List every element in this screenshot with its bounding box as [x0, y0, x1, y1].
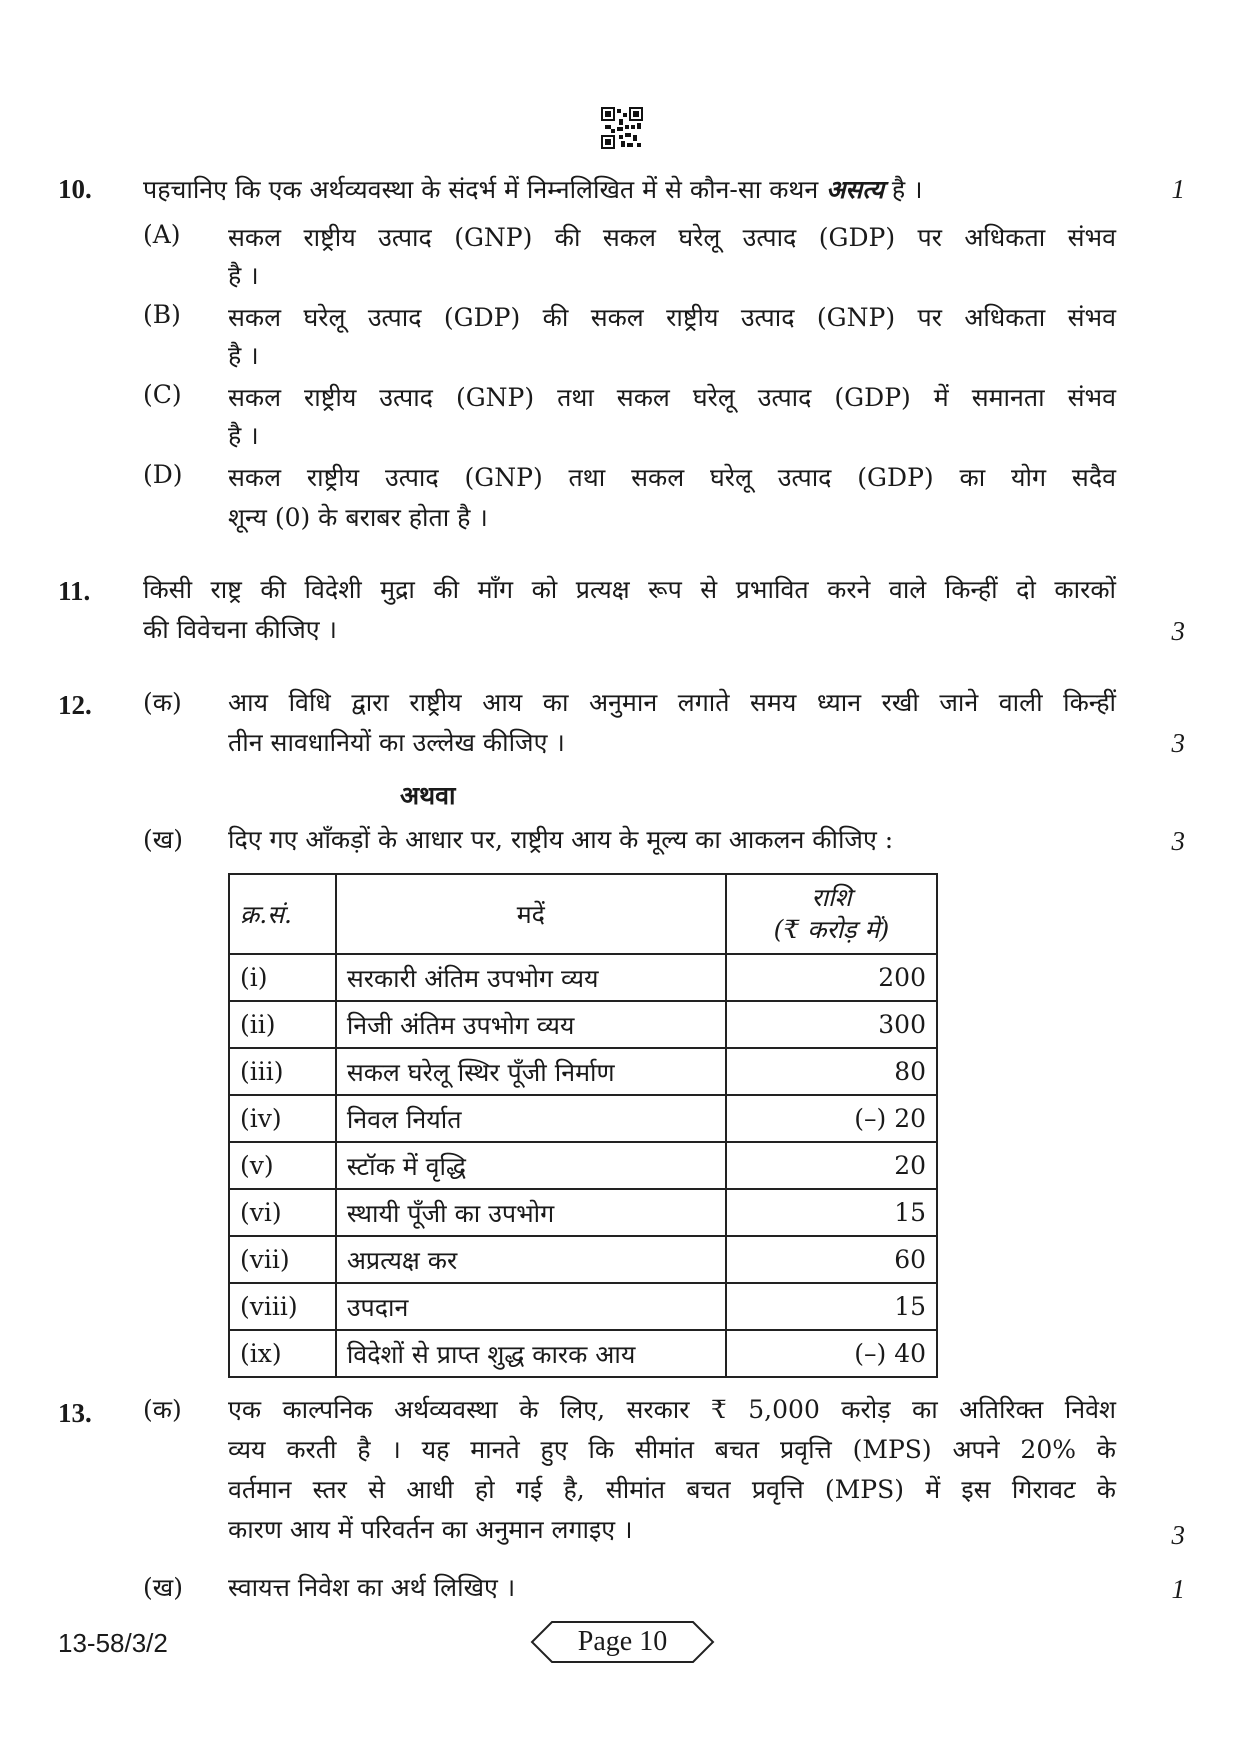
question-number-13: 13.	[58, 1398, 92, 1428]
table-row	[229, 1330, 937, 1377]
question-13a-label: (क)	[143, 1395, 182, 1424]
table-row	[229, 954, 937, 1001]
row-item: विदेशों से प्राप्त शुद्ध कारक आय	[336, 1330, 726, 1377]
question-12b-label: (ख)	[143, 825, 183, 854]
row-item: सकल घरेलू स्थिर पूँजी निर्माण	[336, 1048, 726, 1095]
question-12b-text: दिए गए आँकड़ों के आधार पर, राष्ट्रीय आय के मूल्य का आकलन कीजिए :	[228, 825, 894, 854]
row-sn: (iv)	[229, 1095, 336, 1142]
option-a-text-cont: है ।	[228, 261, 259, 290]
row-amount: 15	[726, 1283, 937, 1330]
row-sn: (iii)	[229, 1048, 336, 1095]
qr-code-icon	[601, 106, 643, 150]
question-13a-line-4: कारण आय में परिवर्तन का अनुमान लगाइए ।	[228, 1515, 633, 1544]
option-d-label: (D)	[143, 460, 183, 489]
option-d-text: सकल राष्ट्रीय उत्पाद (GNP) तथा सकल घरेलू उत्पाद (GDP) का योग सदैव	[228, 463, 1116, 492]
row-amount: 300	[726, 1001, 937, 1048]
option-b-text-cont: है ।	[228, 341, 259, 370]
row-sn: (i)	[229, 954, 336, 1001]
table-header-item: मदें	[336, 874, 726, 954]
question-13a-line-1: एक काल्पनिक अर्थव्यवस्था के लिए, सरकार ₹ 5,000 करोड़ का अतिरिक्त निवेश	[228, 1395, 1116, 1424]
question-12b-marks: 3	[1171, 826, 1185, 856]
table-row	[229, 1095, 937, 1142]
option-c-text: सकल राष्ट्रीय उत्पाद (GNP) तथा सकल घरेलू उत्पाद (GDP) में समानता संभव	[228, 383, 1116, 412]
question-10-stem-text: पहचानिए कि एक अर्थव्यवस्था के संदर्भ में निम्नलिखित में से कौन-सा कथन	[143, 175, 819, 204]
table-header-amount-label: राशि	[811, 883, 852, 912]
question-13a-line-3: वर्तमान स्तर से आधी हो गई है, सीमांत बचत प्रवृत्ति (MPS) में इस गिरावट के	[228, 1475, 1116, 1504]
row-item: अप्रत्यक्ष कर	[336, 1236, 726, 1283]
row-amount: (–) 20	[726, 1095, 937, 1142]
page-number: Page 10	[577, 1626, 668, 1657]
page-number-badge	[530, 1620, 715, 1664]
option-b-label: (B)	[143, 300, 181, 329]
row-item: उपदान	[336, 1283, 726, 1330]
option-b-text: सकल घरेलू उत्पाद (GDP) की सकल राष्ट्रीय उत्पाद (GNP) पर अधिकता संभव	[228, 303, 1116, 332]
table-row	[229, 1189, 937, 1236]
table-row	[229, 1048, 937, 1095]
row-amount: 80	[726, 1048, 937, 1095]
row-sn: (v)	[229, 1142, 336, 1189]
option-a-text: सकल राष्ट्रीय उत्पाद (GNP) की सकल घरेलू उत्पाद (GDP) पर अधिकता संभव	[228, 223, 1116, 252]
row-item: सरकारी अंतिम उपभोग व्यय	[336, 954, 726, 1001]
row-amount: 60	[726, 1236, 937, 1283]
question-12a-marks: 3	[1171, 728, 1185, 758]
question-13b-text: स्वायत्त निवेश का अर्थ लिखिए ।	[228, 1573, 516, 1602]
question-12a-text-cont: तीन सावधानियों का उल्लेख कीजिए ।	[228, 728, 565, 757]
question-11-text: किसी राष्ट्र की विदेशी मुद्रा की माँग को प्रत्यक्ष रूप से प्रभावित करने वाले किन्हीं दो कारकों	[143, 575, 1116, 604]
question-number-12: 12.	[58, 690, 92, 720]
question-11-marks: 3	[1171, 616, 1185, 646]
row-sn: (ii)	[229, 1001, 336, 1048]
table-header-amount-unit: (₹ करोड़ में)	[773, 915, 890, 944]
or-separator: अथवा	[400, 781, 456, 810]
question-10-marks: 1	[1171, 174, 1185, 204]
row-item: निजी अंतिम उपभोग व्यय	[336, 1001, 726, 1048]
row-sn: (viii)	[229, 1283, 336, 1330]
paper-code: 13-58/3/2	[58, 1628, 168, 1658]
question-12a-label: (क)	[143, 688, 182, 717]
row-amount: (–) 40	[726, 1330, 937, 1377]
row-amount: 200	[726, 954, 937, 1001]
row-sn: (vii)	[229, 1236, 336, 1283]
question-10-emphasis: असत्य	[826, 175, 884, 204]
question-13a-line-2: व्यय करती है । यह मानते हुए कि सीमांत बचत प्रवृत्ति (MPS) अपने 20% के	[228, 1435, 1116, 1464]
row-sn: (vi)	[229, 1189, 336, 1236]
table-header-sn: क्र.सं.	[229, 874, 336, 954]
row-item: स्थायी पूँजी का उपभोग	[336, 1189, 726, 1236]
question-13b-marks: 1	[1171, 1574, 1185, 1604]
option-c-label: (C)	[143, 380, 182, 409]
option-c-text-cont: है ।	[228, 421, 259, 450]
question-number-11: 11.	[58, 576, 91, 606]
table-row	[229, 1001, 937, 1048]
question-number-10: 10.	[58, 174, 92, 204]
table-row	[229, 1283, 937, 1330]
row-amount: 20	[726, 1142, 937, 1189]
table-row	[229, 1142, 937, 1189]
question-12a-text: आय विधि द्वारा राष्ट्रीय आय का अनुमान लगाते समय ध्यान रखी जाने वाली किन्हीं	[228, 688, 1116, 717]
question-10-stem-end: है ।	[891, 175, 923, 204]
table-header-row	[229, 874, 937, 954]
question-13b-label: (ख)	[143, 1573, 183, 1602]
row-item: निवल निर्यात	[336, 1095, 726, 1142]
row-sn: (ix)	[229, 1330, 336, 1377]
option-a-label: (A)	[143, 220, 181, 249]
question-10-stem	[143, 172, 923, 206]
question-13a-marks: 3	[1171, 1520, 1185, 1550]
row-amount: 15	[726, 1189, 937, 1236]
table-header-amount	[726, 874, 937, 954]
table-row	[229, 1236, 937, 1283]
question-11-text-cont: की विवेचना कीजिए ।	[143, 615, 338, 644]
row-item: स्टॉक में वृद्धि	[336, 1142, 726, 1189]
national-income-data-table	[228, 873, 938, 1378]
option-d-text-cont: शून्य (0) के बराबर होता है ।	[228, 503, 488, 532]
